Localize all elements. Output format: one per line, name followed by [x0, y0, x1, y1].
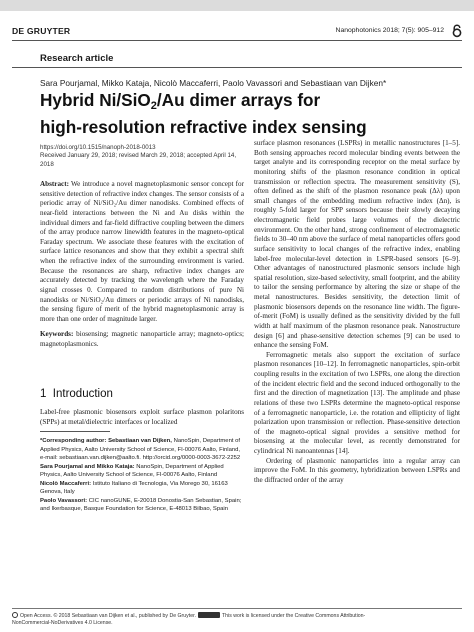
- journal-info: Nanophotonics 2018; 7(5): 905–912: [335, 27, 444, 34]
- license-line1: Open Access. © 2018 Sebastiaan van Dijken et al., published by De Gruyter.: [20, 613, 196, 619]
- article-meta: [40, 144, 245, 169]
- section-number: 1: [40, 388, 47, 400]
- keywords-label: Keywords:: [40, 330, 74, 339]
- body-paragraph-2: Ferromagnetic metals also support the excitation of surface plasmon resonances [10–12]. In ferromagnetic nanoparticles, spin-orbit coupling results in the excitation of two LSPRs, one along the direction of the incident electric field and the second induced orthogonally to the first and the direction of magnetization [13]. The amplitude and phase relations of these two LSPRs determine the magneto-optical response of a ferromagnetic nanoparticle, i.e. the rotation and ellipticity of light polarization upon transmission or reflection. Phase-sensitive detection of the magneto-optical signal provides a sensitive method for biosensing at the molecular level, as recently demonstrated for cylindrical Ni nanoantennas [14].: [254, 350, 460, 455]
- author-list: Sara Pourjamal, Mikko Kataja, Nicolò Maccaferri, Paolo Vavassori and Sebastiaan van Dijken*: [40, 78, 387, 88]
- abstract: [40, 180, 244, 324]
- title-line1-post: /Au dimer arrays for: [156, 90, 321, 110]
- received-dates: Received January 29, 2018; revised March 29, 2018; accepted April 14, 2018: [40, 152, 237, 168]
- body-paragraph-1: surface plasmon resonances (LSPRs) in metallic nanostructures [1–5]. Both sensing approaches record molecular binding events between the target analyte and its corresponding receptor on the metal surface by monitoring shifts of the plasmon resonance condition in optical transmission or reflection spectra. The measurement sensitivity (S), often defined as the shift of the plasmon resonance peak (Δλ) upon small changes of the embedding medium refractive index (Δn), is roughly 5-fold larger for SPP sensors because their slowly decaying electromagnetic field probes large volumes of the dielectric environment. On the other hand, strong confinement of electromagnetic fields to 30–40 nm above the surface of metal nanoparticles offers good surface sensitivity to local changes of the refractive index, enabling label-free molecular-level detection in LSPR-based sensors [6–9]. Other advantages of nanostructured plasmonic sensors include high spatial resolution, size-based selectivity, small footprint, and the ability to tailor the sensing performance by altering the size or shape of the metal nanostructures. Besides sensitivity, the detection limit of plasmonic biosensors depends on the resonance line width. The figure-of-merit (FoM) is usually defined as the sensitivity divided by the full width at half maximum of the plasmon resonance peak. Nanostructure design [6] and phase-sensitive detection schemes [9] can be used to enhance the sensing FoM.: [254, 139, 460, 350]
- footer-rule: [12, 608, 462, 609]
- section-title: Introduction: [52, 388, 113, 400]
- title-subscript: 2: [150, 100, 157, 112]
- cc-license-badge-icon: [198, 612, 220, 618]
- keywords: [40, 330, 244, 349]
- article-type: Research article: [40, 53, 114, 64]
- keywords-text: biosensing; magnetic nanoparticle array; magneto-optics; magnetoplasmonics.: [40, 330, 244, 348]
- abstract-column: [40, 180, 244, 350]
- title-line1-pre: Hybrid Ni/SiO: [40, 90, 151, 110]
- open-access-small-icon: [12, 612, 18, 618]
- body-column-right: [254, 139, 460, 486]
- publisher-name: DE GRUYTER: [12, 26, 71, 36]
- abstract-label: Abstract:: [40, 180, 69, 188]
- affiliation-2: Nicolò Maccaferri: Istituto Italiano di Tecnologia, Via Morego 30, 16163 Genova, Italy: [40, 480, 228, 495]
- license-line2: NonCommercial-NoDerivatives 4.0 License.: [12, 619, 113, 626]
- affiliation-3: Paolo Vavassori: CIC nanoGUNE, E-20018 Donostia-San Sebastian, Spain; and Ikerbasque, Basque Foundation for Science, E-48013 Bilbao, Spain: [40, 497, 242, 512]
- introduction-text: Label-free plasmonic biosensors exploit surface plasmon polaritons (SPPs) at metal/dielectric interfaces or localized: [40, 408, 244, 426]
- corresponding-author-note: *Corresponding author: Sebastiaan van Dijken, NanoSpin, Department of Applied Physics, Aalto University School of Science, FI-00076 Aalto, Finland, e-mail: sebastiaan.van.dijken@aalto.fi. http://orcid.org/0000-0003-3672-2252: [40, 438, 241, 461]
- abstract-text: We introduce a novel magnetoplasmonic sensor concept for sensitive detection of refractive index changes. The sensor consists of a periodic array of Ni/SiO₂/Au dimer nanodisks. Combined effects of near-field interactions between the Ni and Au disks within the individual dimers and far-field diffractive coupling between the dimers of the array produce narrow linewidth features in the magneto-optical Faraday spectrum. We associate these features with the excitation of surface lattice resonances and show that they exhibit a spectral shift when the refractive index of the surrounding environment is varied. Because the resonances are sharp, refractive index changes are accurately detected by tracking the wavelength where the Faraday signal crosses 0. Compared to random distributions of pure Ni nanodisks or Ni/SiO₂/Au dimers or periodic arrays of Ni nanodisks, the sensing figure of merit of the hybrid magnetoplasmonic array is more than one order of magnitude larger.: [40, 180, 245, 323]
- header-rule: [12, 40, 462, 41]
- section-heading-introduction: [40, 388, 113, 400]
- article-title: [40, 90, 460, 137]
- body-paragraph-3: Ordering of plasmonic nanoparticles into a regular array can improve the FoM. In this geometry, hybridization between LSPRs and the diffracted order of the array: [254, 456, 460, 484]
- title-line2: high-resolution refractive index sensing: [40, 116, 367, 137]
- header-bar: [0, 0, 474, 11]
- author-affiliations: [40, 437, 244, 514]
- doi-link[interactable]: https://doi.org/10.1515/nanoph-2018-0013: [40, 144, 156, 151]
- footnote-rule: [40, 431, 110, 432]
- license-line1-post: This work is licensed under the Creative Commons Attribution-: [221, 613, 366, 619]
- affiliation-1: Sara Pourjamal and Mikko Kataja: NanoSpin, Department of Applied Physics, Aalto University School of Science, FI-00076 Aalto, Finland: [40, 463, 224, 478]
- license-footer: [12, 612, 462, 626]
- open-access-icon: [451, 24, 463, 38]
- article-type-rule: [12, 67, 462, 68]
